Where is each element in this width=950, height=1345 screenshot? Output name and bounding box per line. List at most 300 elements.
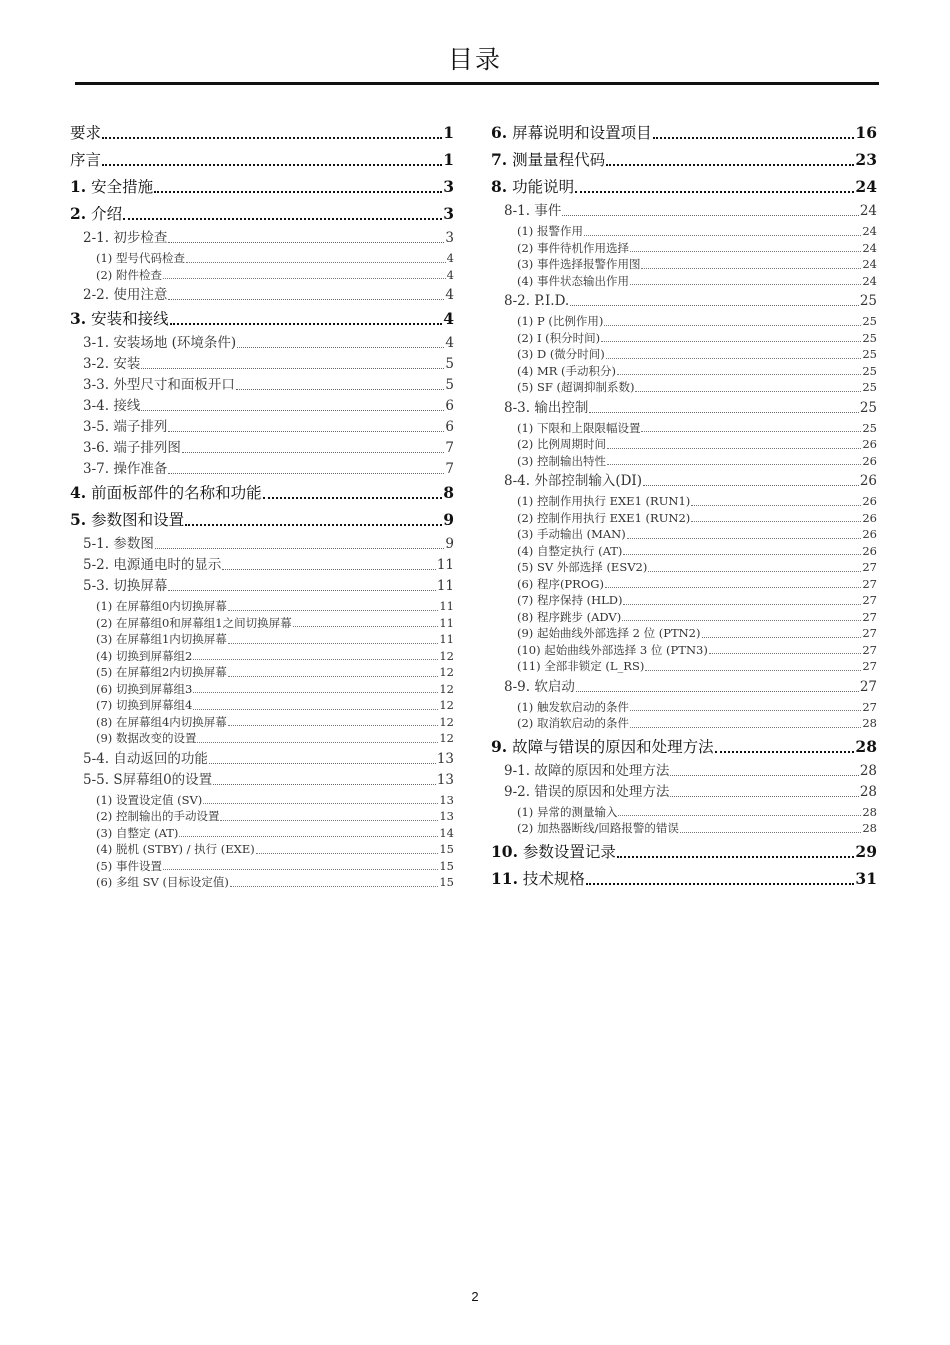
toc-entry-label xyxy=(517,510,690,527)
toc-entry[interactable] xyxy=(70,149,454,171)
toc-entry-label xyxy=(517,223,583,240)
dot-leader xyxy=(606,357,862,359)
dot-leader xyxy=(230,885,438,887)
toc-entry[interactable] xyxy=(83,287,454,304)
toc-entry-title: 介绍 xyxy=(86,205,123,223)
toc-entry[interactable] xyxy=(517,363,877,380)
toc-page-number: 28 xyxy=(859,783,877,800)
toc-entry[interactable] xyxy=(517,820,877,837)
toc-entry-label xyxy=(96,858,162,875)
toc-page-number: 5 xyxy=(445,356,454,372)
dot-leader xyxy=(715,750,855,753)
dot-leader xyxy=(228,642,439,644)
toc-entry[interactable] xyxy=(504,203,877,220)
toc-entry[interactable] xyxy=(96,730,454,747)
toc-entry-title: (4) 自整定执行 (AT) xyxy=(517,543,623,558)
toc-entry[interactable] xyxy=(83,461,454,478)
toc-page-number: 26 xyxy=(862,494,877,508)
toc-entry-label xyxy=(83,772,212,789)
toc-entry[interactable] xyxy=(517,493,877,510)
toc-entry-label xyxy=(70,482,262,504)
toc-page-number: 26 xyxy=(862,543,877,558)
toc-page-number: 26 xyxy=(862,453,877,468)
toc-entry[interactable] xyxy=(70,308,454,330)
dot-leader xyxy=(293,625,439,627)
dot-leader xyxy=(623,603,861,605)
toc-entry[interactable] xyxy=(96,714,454,731)
toc-entry[interactable] xyxy=(517,379,877,396)
toc-entry[interactable] xyxy=(504,763,877,780)
toc-entry-label xyxy=(504,203,561,220)
dot-leader xyxy=(627,537,862,539)
toc-entry-title: 5-1. 参数图 xyxy=(83,536,154,552)
toc-entry[interactable] xyxy=(504,679,877,696)
dot-leader xyxy=(222,568,435,570)
toc-entry[interactable] xyxy=(96,792,454,809)
toc-entry[interactable] xyxy=(517,543,877,560)
toc-page-number: 3 xyxy=(443,204,454,223)
toc-entry-label xyxy=(83,578,167,595)
toc-page-number: 9 xyxy=(443,510,454,529)
toc-entry[interactable] xyxy=(517,436,877,453)
toc-entry-label xyxy=(491,176,574,198)
toc-entry-title: 安装和接线 xyxy=(86,310,169,328)
dot-leader xyxy=(630,726,861,728)
toc-page-number: 12 xyxy=(439,714,454,729)
dot-leader xyxy=(702,636,862,638)
toc-entry-label xyxy=(491,122,652,144)
toc-entry[interactable] xyxy=(517,330,877,347)
toc-entry[interactable] xyxy=(83,772,454,789)
toc-entry-label xyxy=(96,730,196,747)
toc-entry[interactable] xyxy=(517,240,877,257)
dot-leader xyxy=(209,762,436,764)
toc-entry-title: (4) 脱机 (STBY) / 执行 (EXE) xyxy=(96,842,255,856)
toc-entry[interactable] xyxy=(83,751,454,768)
toc-entry-title: (3) 自整定 (AT) xyxy=(96,825,179,840)
toc-entry-label xyxy=(96,714,227,731)
toc-entry-title: (7) 切换到屏幕组4 xyxy=(96,698,193,712)
toc-entry-label xyxy=(83,557,221,574)
dot-leader xyxy=(641,430,861,432)
toc-page-number: 24 xyxy=(862,273,877,288)
toc-entry[interactable] xyxy=(517,526,877,543)
toc-entry[interactable] xyxy=(504,293,877,310)
toc-entry[interactable] xyxy=(83,419,454,436)
toc-entry[interactable] xyxy=(517,658,877,675)
toc-entry[interactable] xyxy=(83,377,454,394)
toc-entry-title: (6) 切换到屏幕组3 xyxy=(96,681,193,696)
toc-entry[interactable] xyxy=(83,230,454,247)
toc-page-number: 25 xyxy=(862,420,877,435)
toc-entry-label xyxy=(96,648,192,665)
toc-entry[interactable] xyxy=(504,400,877,417)
toc-entry-label xyxy=(70,150,101,171)
toc-right-column xyxy=(491,118,877,895)
toc-entry-title: (5) SF (超调抑制系数) xyxy=(517,380,635,394)
toc-page-number: 29 xyxy=(855,841,877,861)
dot-leader xyxy=(601,340,861,342)
toc-page-number: 26 xyxy=(862,437,877,451)
toc-entry-title: (3) 手动输出 (MAN) xyxy=(517,527,626,541)
toc-entry[interactable] xyxy=(96,250,454,267)
toc-entry[interactable] xyxy=(517,609,877,626)
toc-entry-label xyxy=(517,436,606,453)
toc-entry-label xyxy=(83,536,154,553)
toc-entry-title: (1) 在屏幕组0内切换屏幕 xyxy=(96,599,227,613)
toc-entry[interactable] xyxy=(517,559,877,576)
toc-entry[interactable] xyxy=(96,681,454,698)
toc-entry[interactable] xyxy=(517,699,877,716)
dot-leader xyxy=(170,322,443,325)
toc-page-number: 15 xyxy=(439,858,454,873)
dot-leader xyxy=(154,190,442,193)
dot-leader xyxy=(182,451,445,453)
toc-entry[interactable] xyxy=(70,509,454,531)
toc-page-number: 25 xyxy=(862,330,877,345)
toc-entry-label xyxy=(517,699,629,716)
dot-leader xyxy=(617,855,855,858)
toc-entry[interactable] xyxy=(517,420,877,437)
dot-leader xyxy=(102,163,442,166)
toc-entry[interactable] xyxy=(517,223,877,240)
toc-entry[interactable] xyxy=(517,453,877,470)
toc-page-number: 12 xyxy=(439,698,454,712)
toc-entry-title: (5) 事件设置 xyxy=(96,858,162,873)
toc-page-number: 24 xyxy=(855,177,877,196)
toc-page-number: 27 xyxy=(862,560,877,574)
dot-leader xyxy=(220,819,438,821)
toc-entry[interactable] xyxy=(517,804,877,821)
toc-entry-label xyxy=(96,250,185,267)
dot-leader xyxy=(575,190,854,193)
toc-section-number: 7. xyxy=(491,150,508,169)
toc-entry-title: (1) 设置设定值 (SV) xyxy=(96,792,203,807)
toc-page-number: 26 xyxy=(862,527,877,541)
dot-leader xyxy=(102,136,442,139)
toc-page-number: 8 xyxy=(443,483,454,502)
toc-entry[interactable] xyxy=(83,557,454,574)
toc-entry-title: 技术规格 xyxy=(517,869,585,888)
toc-entry[interactable] xyxy=(517,510,877,527)
toc-entry[interactable] xyxy=(83,536,454,553)
toc-entry-label xyxy=(517,273,629,290)
toc-entry-label xyxy=(96,631,227,648)
toc-section-number: 3. xyxy=(70,309,87,328)
toc-entry[interactable] xyxy=(517,313,877,330)
toc-page-number: 25 xyxy=(862,363,877,378)
dot-leader xyxy=(193,708,438,710)
toc-entry-title: 参数设置记录 xyxy=(517,842,616,861)
toc-entry-label xyxy=(70,509,184,531)
toc-page-number: 7 xyxy=(445,461,454,477)
dot-leader xyxy=(670,795,858,797)
toc-entry-label xyxy=(83,419,167,436)
toc-entry-label xyxy=(70,308,169,330)
dot-leader xyxy=(237,346,444,348)
toc-entry-title: (10) 起始曲线外部选择 3 位 (PTN3) xyxy=(517,642,708,657)
toc-page-number: 16 xyxy=(855,123,877,142)
toc-entry-label xyxy=(517,642,708,659)
toc-entry-title: 5-3. 切换屏幕 xyxy=(83,578,168,594)
toc-entry-label xyxy=(517,363,616,380)
toc-page-number: 12 xyxy=(439,665,454,679)
dot-leader xyxy=(186,261,446,263)
toc-entry-title: (2) 加热器断线/回路报警的错误 xyxy=(517,821,679,835)
dot-leader xyxy=(570,304,859,306)
toc-page-number: 5 xyxy=(445,377,454,393)
dot-leader xyxy=(193,691,438,693)
toc-entry-title: (5) 在屏幕组2内切换屏幕 xyxy=(96,665,227,679)
toc-entry[interactable] xyxy=(491,736,877,758)
toc-entry[interactable] xyxy=(96,874,454,891)
toc-page-number: 12 xyxy=(439,681,454,696)
toc-page-number: 13 xyxy=(439,809,454,823)
toc-entry-title: (2) 附件检查 xyxy=(96,267,162,282)
dot-leader xyxy=(680,831,862,833)
toc-entry[interactable] xyxy=(83,335,454,352)
toc-entry-title: (2) I (积分时间) xyxy=(517,330,601,345)
toc-entry[interactable] xyxy=(491,149,877,171)
toc-entry-title: (1) 异常的测量输入 xyxy=(517,804,618,819)
toc-entry[interactable] xyxy=(96,664,454,681)
dot-leader xyxy=(606,163,854,166)
title-divider xyxy=(75,82,879,85)
toc-page-number: 24 xyxy=(862,240,877,255)
toc-page-number: 14 xyxy=(439,825,454,840)
toc-entry-title: (7) 程序保持 (HLD) xyxy=(517,593,623,607)
dot-leader xyxy=(584,234,861,236)
toc-entry[interactable] xyxy=(96,648,454,665)
toc-entry-label xyxy=(517,526,626,543)
dot-leader xyxy=(185,523,442,526)
toc-entry-label xyxy=(83,356,140,373)
dot-leader xyxy=(622,619,861,621)
toc-entry-label xyxy=(83,461,167,478)
toc-entry-title: 屏幕说明和设置项目 xyxy=(507,124,652,142)
toc-entry[interactable] xyxy=(517,576,877,593)
toc-entry-label xyxy=(70,123,101,144)
toc-entry[interactable] xyxy=(70,482,454,504)
toc-entry-label xyxy=(504,400,588,417)
toc-page-number: 23 xyxy=(855,150,877,169)
dot-leader xyxy=(236,388,445,390)
toc-page-number: 12 xyxy=(439,648,454,663)
toc-entry-label xyxy=(517,625,701,642)
toc-entry-title: 5-2. 电源通电时的显示 xyxy=(83,557,222,573)
toc-entry-title: (1) 控制作用执行 EXE1 (RUN1) xyxy=(517,494,691,508)
toc-entry-title: 3-5. 端子排列 xyxy=(83,419,168,435)
dot-leader xyxy=(670,774,858,776)
toc-page-number: 4 xyxy=(445,287,454,303)
toc-entry-title: (3) 事件选择报警作用图 xyxy=(517,257,641,271)
toc-entry-title: 测量量程代码 xyxy=(507,151,606,169)
dot-leader xyxy=(630,283,861,285)
dot-leader xyxy=(643,484,859,486)
toc-entry[interactable] xyxy=(491,868,877,890)
toc-entry-title: 3-2. 安装 xyxy=(83,356,141,372)
toc-page-number: 25 xyxy=(862,380,877,394)
toc-entry[interactable] xyxy=(70,176,454,198)
toc-page-number: 26 xyxy=(859,473,877,489)
toc-entry-label xyxy=(96,825,178,842)
dot-leader xyxy=(709,652,862,654)
toc-page-number: 4 xyxy=(446,267,454,282)
toc-entry-title: (4) 事件状态输出作用 xyxy=(517,273,629,288)
toc-entry-title: (2) 控制作用执行 EXE1 (RUN2) xyxy=(517,510,691,525)
toc-page-number: 4 xyxy=(446,251,454,265)
dot-leader xyxy=(653,136,855,139)
toc-entry[interactable] xyxy=(96,631,454,648)
toc-entry-title: (5) SV 外部选择 (ESV2) xyxy=(517,560,648,574)
dot-leader xyxy=(635,390,861,392)
toc-page-number: 28 xyxy=(855,736,877,756)
toc-section-number: 2. xyxy=(70,204,87,223)
toc-entry[interactable] xyxy=(517,625,877,642)
toc-entry[interactable] xyxy=(70,203,454,225)
toc-page-number: 27 xyxy=(862,609,877,624)
toc-entry-title: (3) 控制输出特性 xyxy=(517,453,606,468)
toc-page-number: 11 xyxy=(439,632,454,646)
toc-left-column xyxy=(70,118,454,891)
toc-entry[interactable] xyxy=(517,346,877,363)
toc-section-number: 9. xyxy=(491,736,508,756)
toc-entry-title: (8) 程序跳步 (ADV) xyxy=(517,609,622,624)
dot-leader xyxy=(623,553,861,555)
toc-entry-title: 功能说明 xyxy=(507,178,575,196)
toc-entry-title: 故障与错误的原因和处理方法 xyxy=(507,737,714,756)
toc-entry[interactable] xyxy=(96,697,454,714)
toc-entry[interactable] xyxy=(83,356,454,373)
toc-entry-label xyxy=(491,736,714,758)
dot-leader xyxy=(228,675,439,677)
toc-entry-label xyxy=(96,598,227,615)
dot-leader xyxy=(691,520,861,522)
toc-page-number: 24 xyxy=(862,224,877,238)
toc-entry-label xyxy=(491,841,616,863)
toc-entry-title: 8-4. 外部控制输入(DI) xyxy=(504,473,643,489)
toc-entry-label xyxy=(517,804,617,821)
page-number: 2 xyxy=(471,1289,479,1304)
dot-leader xyxy=(648,570,861,572)
toc-entry[interactable] xyxy=(83,398,454,415)
toc-entry[interactable] xyxy=(96,598,454,615)
toc-entry[interactable] xyxy=(504,784,877,801)
toc-entry-label xyxy=(517,379,634,396)
toc-entry[interactable] xyxy=(517,642,877,659)
toc-entry[interactable] xyxy=(96,808,454,825)
dot-leader xyxy=(168,298,444,300)
toc-entry-label xyxy=(96,808,219,825)
toc-page-number: 11 xyxy=(439,615,454,630)
toc-entry[interactable] xyxy=(96,841,454,858)
toc-entry-title: (2) 控制输出的手动设置 xyxy=(96,809,220,823)
toc-page-number: 27 xyxy=(862,593,877,607)
toc-section-number: 4. xyxy=(70,483,87,502)
toc-entry-label xyxy=(83,335,236,352)
toc-entry-title: 安全措施 xyxy=(86,178,154,196)
toc-entry[interactable] xyxy=(83,440,454,457)
toc-entry[interactable] xyxy=(96,825,454,842)
toc-entry[interactable] xyxy=(504,473,877,490)
dot-leader xyxy=(155,547,445,549)
toc-entry-label xyxy=(517,559,647,576)
toc-entry-label xyxy=(83,398,140,415)
toc-page-number: 11 xyxy=(436,557,454,573)
toc-page-number: 26 xyxy=(862,510,877,525)
toc-entry-label xyxy=(96,792,202,809)
toc-entry-title: 3-4. 接线 xyxy=(83,398,141,414)
toc-page-number: 15 xyxy=(439,875,454,889)
dot-leader xyxy=(641,267,861,269)
toc-entry[interactable] xyxy=(517,256,877,273)
toc-entry-label xyxy=(517,576,604,593)
toc-entry-label xyxy=(517,346,605,363)
toc-entry[interactable] xyxy=(491,841,877,863)
toc-page-number: 3 xyxy=(443,177,454,196)
dot-leader xyxy=(562,214,858,216)
toc-page-number: 27 xyxy=(862,576,877,591)
toc-entry-title: 8-3. 输出控制 xyxy=(504,399,589,416)
toc-section-number: 6. xyxy=(491,123,508,142)
toc-entry-title: (2) 取消软启动的条件 xyxy=(517,716,629,730)
toc-entry-title: (1) P (比例作用) xyxy=(517,314,604,328)
toc-page-number: 27 xyxy=(862,659,877,673)
toc-entry-title: 3-3. 外型尺寸和面板开口 xyxy=(83,377,235,393)
toc-entry-label xyxy=(504,784,669,801)
dot-leader xyxy=(168,241,444,243)
dot-leader xyxy=(589,411,858,413)
toc-entry-title: 8-9. 软启动 xyxy=(504,678,575,695)
toc-entry-title: 3-1. 安装场地 (环境条件) xyxy=(83,335,237,351)
toc-entry[interactable] xyxy=(83,578,454,595)
dot-leader xyxy=(163,277,446,279)
toc-entry-label xyxy=(517,493,690,510)
dot-leader xyxy=(197,741,438,743)
toc-entry[interactable] xyxy=(70,122,454,144)
toc-entry-label xyxy=(517,658,644,675)
toc-entry[interactable] xyxy=(96,858,454,875)
dot-leader xyxy=(163,868,438,870)
toc-entry-title: (2) 比例周期时间 xyxy=(517,437,606,451)
dot-leader xyxy=(607,447,861,449)
dot-leader xyxy=(193,658,438,660)
toc-entry[interactable] xyxy=(517,715,877,732)
toc-entry[interactable] xyxy=(96,615,454,632)
toc-entry[interactable] xyxy=(491,122,877,144)
toc-entry-title: 5-5. S屏幕组0的设置 xyxy=(83,771,213,788)
toc-entry[interactable] xyxy=(517,273,877,290)
dot-leader xyxy=(203,802,438,804)
toc-entry[interactable] xyxy=(491,176,877,198)
dot-leader xyxy=(141,409,444,411)
toc-entry[interactable] xyxy=(96,267,454,284)
toc-entry-label xyxy=(96,697,192,714)
toc-entry-label xyxy=(517,820,679,837)
toc-entry-title: 2-1. 初步检查 xyxy=(83,230,168,246)
toc-page-number: 31 xyxy=(855,868,877,888)
toc-entry-title: (11) 全部非锁定 (L_RS) xyxy=(517,659,645,673)
toc-entry-label xyxy=(491,868,585,890)
toc-entry-label xyxy=(517,543,622,560)
toc-entry-title: (2) 在屏幕组0和屏幕组1之间切换屏幕 xyxy=(96,615,292,630)
toc-entry-title: 参数图和设置 xyxy=(86,511,185,529)
dot-leader xyxy=(168,472,444,474)
toc-entry[interactable] xyxy=(517,592,877,609)
toc-page-number: 12 xyxy=(439,731,454,745)
toc-page-number: 4 xyxy=(443,309,454,328)
dot-leader xyxy=(630,709,861,711)
